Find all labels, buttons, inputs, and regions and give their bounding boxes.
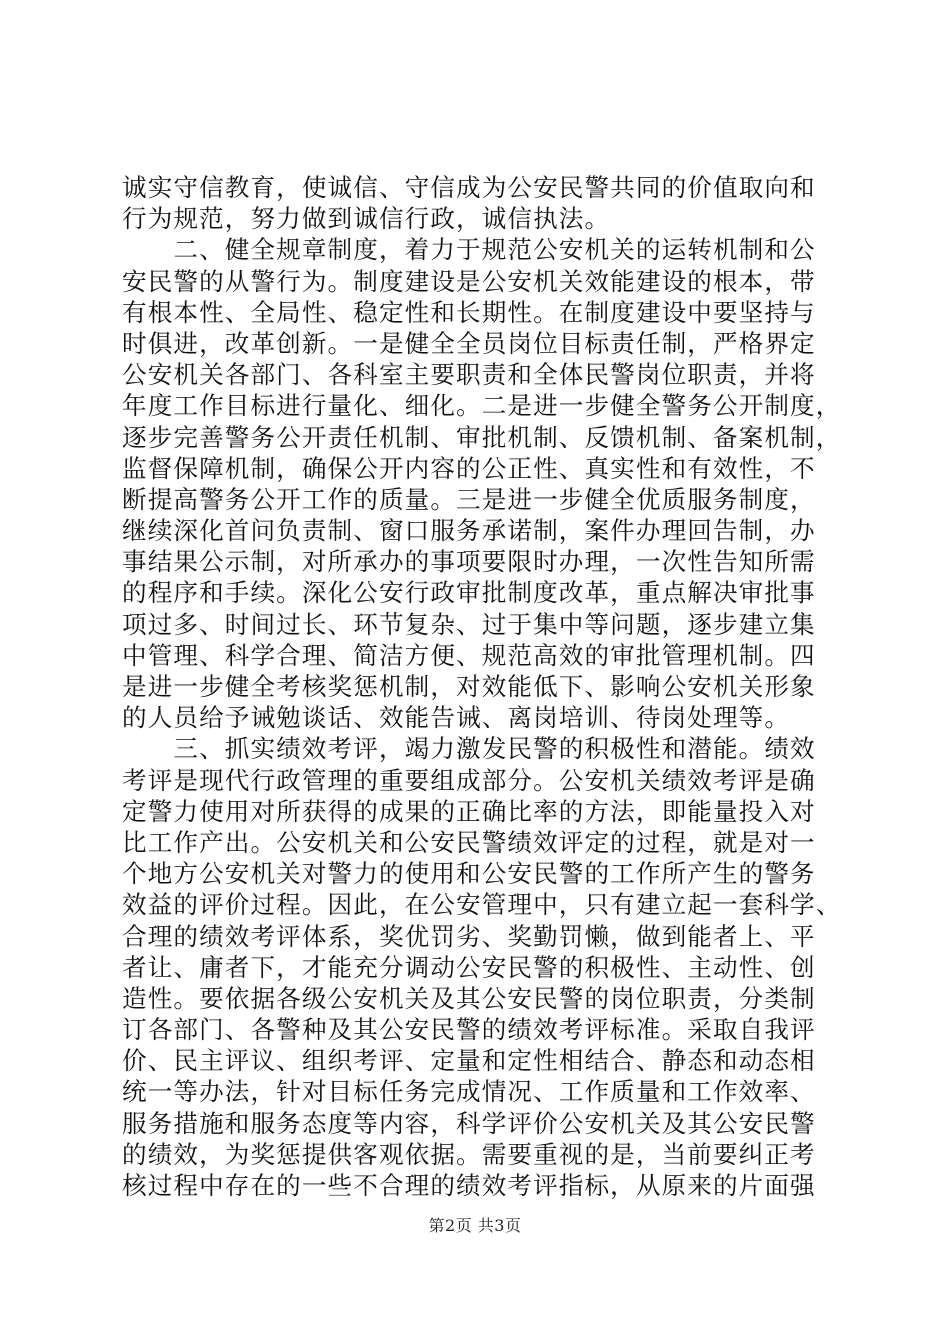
text-line: 造性。要依据各级公安机关及其公安民警的岗位职责，分类制 <box>122 983 816 1013</box>
text-line: 考评是现代行政管理的重要组成部分。公安机关绩效考评是确 <box>122 765 816 795</box>
text-line: 安民警的从警行为。制度建设是公安机关效能建设的根本，带 <box>122 266 816 296</box>
text-line: 行为规范，努力做到诚信行政，诚信执法。 <box>122 204 611 234</box>
text-line: 服务措施和服务态度等内容，科学评价公安机关及其公安民警 <box>122 1108 816 1138</box>
text-line: 个地方公安机关对警力的使用和公安民警的工作所产生的警务 <box>122 859 816 889</box>
text-line: 年度工作目标进行量化、细化。二是进一步健全警务公开制度， <box>122 391 842 421</box>
text-line: 时俱进，改革创新。一是健全全员岗位目标责任制，严格界定 <box>122 328 816 358</box>
text-line: 者让、庸者下，才能充分调动公安民警的积极性、主动性、创 <box>122 952 816 982</box>
text-line: 继续深化首问负责制、窗口服务承诺制，案件办理回告制，办 <box>122 516 816 546</box>
text-line: 效益的评价过程。因此，在公安管理中，只有建立起一套科学、 <box>122 890 842 920</box>
text-line: 的人员给予诫勉谈话、效能告诫、离岗培训、待岗处理等。 <box>122 703 791 733</box>
text-line: 三、抓实绩效考评，竭力激发民警的积极性和潜能。绩效 <box>122 734 816 764</box>
body-text <box>122 172 842 1201</box>
text-line: 中管理、科学合理、简洁方便、规范高效的审批管理机制。四 <box>122 640 816 670</box>
text-line: 合理的绩效考评体系，奖优罚劣、奖勤罚懒，做到能者上、平 <box>122 921 816 951</box>
text-line: 监督保障机制，确保公开内容的公正性、真实性和有效性，不 <box>122 453 816 483</box>
text-line: 公安机关各部门、各科室主要职责和全体民警岗位职责，并将 <box>122 360 816 390</box>
page-footer: 第2页 共3页 <box>428 1216 522 1235</box>
text-line: 的绩效，为奖惩提供客观依据。需要重视的是，当前要纠正考 <box>122 1139 816 1169</box>
text-line: 有根本性、全局性、稳定性和长期性。在制度建设中要坚持与 <box>122 297 816 327</box>
text-line: 订各部门、各警种及其公安民警的绩效考评标准。采取自我评 <box>122 1015 816 1045</box>
text-line: 比工作产出。公安机关和公安民警绩效评定的过程，就是对一 <box>122 827 816 857</box>
text-line: 项过多、时间过长、环节复杂、过于集中等问题，逐步建立集 <box>122 609 816 639</box>
text-line: 断提高警务公开工作的质量。三是进一步健全优质服务制度， <box>122 484 816 514</box>
text-line: 价、民主评议、组织考评、定量和定性相结合、静态和动态相 <box>122 1046 816 1076</box>
text-line: 诚实守信教育，使诚信、守信成为公安民警共同的价值取向和 <box>122 173 816 202</box>
text-line: 是进一步健全考核奖惩机制，对效能低下、影响公安机关形象 <box>122 672 816 701</box>
text-line: 事结果公示制，对所承办的事项要限时办理，一次性告知所需 <box>122 547 816 577</box>
text-line: 统一等办法，针对目标任务完成情况、工作质量和工作效率、 <box>122 1077 816 1107</box>
text-line: 的程序和手续。深化公安行政审批制度改革，重点解决审批事 <box>122 578 816 608</box>
text-line: 定警力使用对所获得的成果的正确比率的方法，即能量投入对 <box>122 796 816 826</box>
text-line: 二、健全规章制度，着力于规范公安机关的运转机制和公 <box>122 235 816 265</box>
text-line: 逐步完善警务公开责任机制、审批机制、反馈机制、备案机制， <box>122 422 842 452</box>
text-line: 核过程中存在的一些不合理的绩效考评指标，从原来的片面强 <box>122 1171 816 1200</box>
